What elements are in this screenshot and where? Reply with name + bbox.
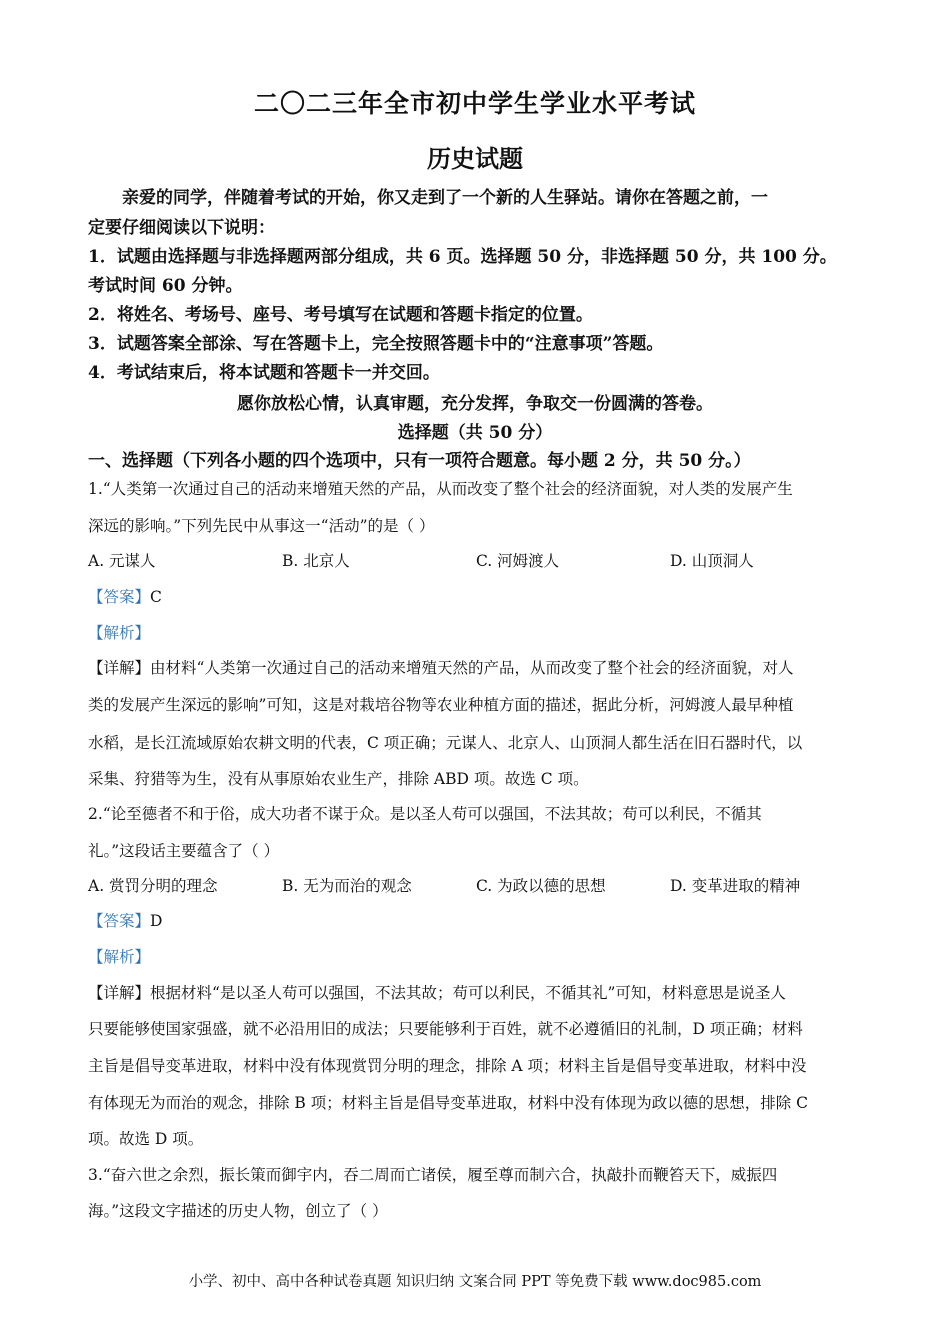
- answer-tag: 【答案】: [88, 588, 151, 606]
- page-footer: 小学、初中、高中各种试卷真题 知识归纳 文案合同 PPT 等免费下载 www.doc985.com: [188, 1274, 762, 1290]
- q1-detail-text-1: 由材料“人类第一次通过自己的活动来增殖天然的产品，从而改变了整个社会的经济面貌，对人: [150, 659, 794, 677]
- intro-line-1: 亲爱的同学，伴随着考试的开始，你又走到了一个新的人生驿站。请你在答题之前，一: [122, 188, 768, 208]
- q2-option-a: A. 赏罚分明的理念: [88, 877, 218, 895]
- q1-stem-line-1: 1.“人类第一次通过自己的活动来增殖天然的产品，从而改变了整个社会的经济面貌，对人类的发展产生: [88, 480, 793, 498]
- q2-stem-line-2: 礼。”这段话主要蕴含了（ ）: [88, 842, 280, 860]
- q1-stem-line-2: 深远的影响。”下列先民中从事这一“活动”的是（ ）: [88, 517, 435, 535]
- q1-analysis: [88, 621, 878, 645]
- subject-title: 历史试题: [427, 144, 523, 173]
- q1-option-a: A. 元谋人: [88, 552, 156, 570]
- analysis-tag: 【解析】: [88, 948, 151, 966]
- q2-detail-line-1: [88, 981, 878, 1005]
- q2-option-d: D. 变革进取的精神: [670, 877, 801, 895]
- q3-stem-line-1: 3.“奋六世之余烈，振长策而御宇内，吞二周而亡诸侯，履至尊而制六合，执敲扑而鞭笞天下，威振四: [88, 1166, 778, 1184]
- detail-tag: 【详解】: [88, 659, 151, 677]
- q2-detail-text-1: 根据材料“是以圣人苟可以强国，不法其故；苟可以利民，不循其礼”可知，材料意思是说圣人: [150, 984, 786, 1002]
- q1-detail-line-1: [88, 656, 878, 680]
- q2-stem-line-1: 2.“论至德者不和于俗，成大功者不谋于众。是以圣人苟可以强国，不法其故；苟可以利民，不循其: [88, 805, 762, 823]
- q2-detail-line-5: 项。故选 D 项。: [88, 1130, 204, 1148]
- rule-3: 3．试题答案全部涂、写在答题卡上，完全按照答题卡中的“注意事项”答题。: [88, 334, 664, 354]
- rule-4: 4．考试结束后，将本试题和答题卡一并交回。: [88, 363, 440, 383]
- q1-option-c: C. 河姆渡人: [476, 552, 560, 570]
- q1-detail-line-4: 采集、狩猎等为生，没有从事原始农业生产，排除 ABD 项。故选 C 项。: [88, 770, 589, 788]
- q1-answer-value: C: [150, 588, 162, 606]
- rule-2: 2．将姓名、考场号、座号、考号填写在试题和答题卡指定的位置。: [88, 305, 593, 325]
- q2-analysis: [88, 945, 878, 969]
- q1-option-d: D. 山顶洞人: [670, 552, 754, 570]
- q1-detail-line-2: 类的发展产生深远的影响”可知，这是对栽培谷物等农业种植方面的描述，据此分析，河姆渡人最早种植: [88, 696, 794, 714]
- q2-option-b: B. 无为而治的观念: [282, 877, 412, 895]
- q2-detail-line-4: 有体现无为而治的观念，排除 B 项；材料主旨是倡导变革进取，材料中没有体现为政以德的思想，排除 C: [88, 1094, 809, 1112]
- q2-detail-line-2: 只要能够使国家强盛，就不必沿用旧的成法；只要能够利于百姓，就不必遵循旧的礼制，D 项正确；材料: [88, 1020, 803, 1038]
- answer-tag: 【答案】: [88, 912, 151, 930]
- q1-answer: [88, 585, 878, 609]
- exam-title: 二〇二三年全市初中学生学业水平考试: [253, 89, 696, 118]
- q2-options: [88, 874, 878, 898]
- rule-1: 1．试题由选择题与非选择题两部分组成，共 6 页。选择题 50 分，非选择题 50 分，共 100 分。: [88, 247, 837, 267]
- q2-answer: [88, 909, 878, 933]
- detail-tag: 【详解】: [88, 984, 151, 1002]
- q2-answer-value: D: [150, 912, 163, 930]
- q1-detail-line-3: 水稻，是长江流域原始农耕文明的代表，C 项正确；元谋人、北京人、山顶洞人都生活在旧石器时代，以: [88, 734, 803, 752]
- q2-option-c: C. 为政以德的思想: [476, 877, 606, 895]
- q2-detail-line-3: 主旨是倡导变革进取，材料中没有体现赏罚分明的理念，排除 A 项；材料主旨是倡导变革进取，材料中没: [88, 1057, 807, 1075]
- intro-line-2: 定要仔细阅读以下说明：: [88, 218, 275, 238]
- q3-stem-line-2: 海。”这段文字描述的历史人物，创立了（ ）: [88, 1202, 388, 1220]
- rule-1-cont: 考试时间 60 分钟。: [88, 276, 243, 296]
- q1-option-b: B. 北京人: [282, 552, 350, 570]
- wish-line: 愿你放松心情，认真审题，充分发挥，争取交一份圆满的答卷。: [237, 394, 713, 414]
- section-instruction: 一、选择题（下列各小题的四个选项中，只有一项符合题意。每小题 2 分，共 50 分。）: [88, 451, 751, 471]
- section-heading: 选择题（共 50 分）: [397, 423, 553, 443]
- analysis-tag: 【解析】: [88, 624, 151, 642]
- q1-options: [88, 549, 878, 573]
